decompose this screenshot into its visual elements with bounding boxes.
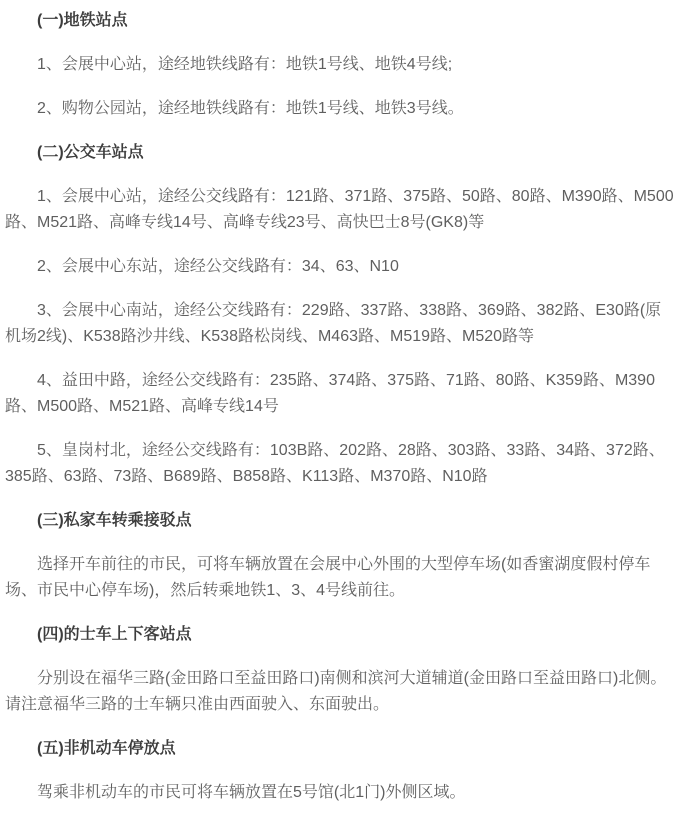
non-motor-parking-text: 驾乘非机动车的市民可将车辆放置在5号馆(北1门)外侧区域。 xyxy=(37,784,466,801)
taxi-pickup-dropoff-text: 分别设在福华三路(金田路口至益田路口)南侧和滨河大道辅道(金田路口至益田路口)北侧。请注意福华三路的士车辆只准由西面驶入、东面驶出。 xyxy=(5,670,667,713)
section-heading-private-car-transfer: (三)私家车转乘接驳点 xyxy=(37,512,192,529)
metro-station-item-1: 1、会展中心站，途经地铁线路有：地铁1号线、地铁4号线; xyxy=(37,56,453,73)
bus-station-item-4: 4、益田中路，途经公交线路有：235路、374路、375路、71路、80路、K359路、M390路、M500路、M521路、高峰专线14号 xyxy=(5,372,655,415)
section-heading-metro-stations: (一)地铁站点 xyxy=(37,12,128,29)
bus-station-item-5: 5、皇岗村北，途经公交线路有：103B路、202路、28路、303路、33路、34路、372路、385路、63路、73路、B689路、B858路、K113路、M370路、N10路 xyxy=(5,442,665,485)
section-heading-bus-stations: (二)公交车站点 xyxy=(37,144,144,161)
bus-station-item-3: 3、会展中心南站，途经公交线路有：229路、337路、338路、369路、382路、E30路(原机场2线)、K538路沙井线、K538路松岗线、M463路、M519路、M520路等 xyxy=(5,302,662,345)
metro-station-item-2: 2、购物公园站，途经地铁线路有：地铁1号线、地铁3号线。 xyxy=(37,100,464,117)
bus-station-item-1: 1、会展中心站，途经公交线路有：121路、371路、375路、50路、80路、M390路、M500路、M521路、高峰专线14号、高峰专线23号、高快巴士8号(GK8)等 xyxy=(5,188,674,231)
private-car-transfer-text: 选择开车前往的市民，可将车辆放置在会展中心外围的大型停车场(如香蜜湖度假村停车场、市民中心停车场)，然后转乘地铁1、3、4号线前往。 xyxy=(5,556,651,599)
section-heading-taxi-pickup-dropoff: (四)的士车上下客站点 xyxy=(37,626,192,643)
bus-station-item-2: 2、会展中心东站，途经公交线路有：34、63、N10 xyxy=(37,258,399,275)
section-heading-non-motor-parking: (五)非机动车停放点 xyxy=(37,740,176,757)
